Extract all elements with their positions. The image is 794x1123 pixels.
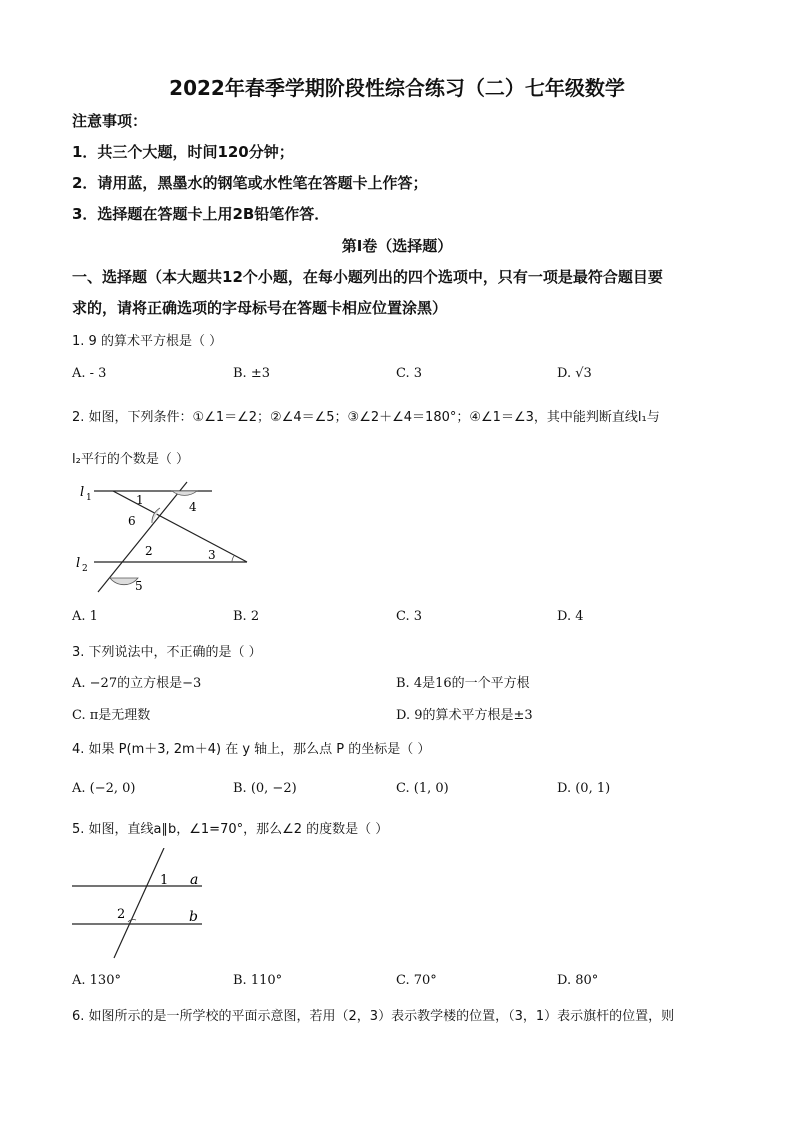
- question-2-stem: 2. 如图，下列条件：①∠1＝∠2；②∠4＝∠5；③∠2＋∠4＝180°；④∠1＝∠3，其中能判断直线l₁与: [72, 410, 660, 425]
- question-5-option-c: C. 70°: [396, 973, 437, 988]
- notice-item-3: 3．选择题在答题卡上用2B铅笔作答．: [72, 205, 330, 223]
- label-l1-sub: 1: [86, 493, 92, 503]
- question-3-stem: 3. 下列说法中，不正确的是（ ）: [72, 645, 262, 660]
- angle-label-4: 4: [189, 500, 197, 514]
- question-5-option-b: B. 110°: [233, 973, 283, 988]
- question-2-option-c: C. 3: [396, 609, 423, 624]
- question-2-option-d: D. 4: [557, 609, 584, 624]
- question-2-figure: [72, 478, 262, 600]
- angle-label-1: 1: [136, 493, 144, 507]
- question-5-figure: [72, 848, 204, 960]
- question-5-option-a: A. 130°: [72, 973, 121, 988]
- question-2-option-a: A. 1: [72, 609, 98, 624]
- question-4-option-a: A. (−2, 0): [72, 781, 136, 796]
- label-a: a: [190, 872, 199, 888]
- angle-label-3: 3: [208, 548, 216, 562]
- question-1-option-d: D. √3: [557, 366, 592, 381]
- transversal: [114, 848, 164, 958]
- question-4-option-b: B. (0, −2): [233, 781, 297, 796]
- angle-label-5: 5: [135, 579, 143, 593]
- question-3-option-d: D. 9的算术平方根是±3: [396, 708, 533, 723]
- label-l1: l: [80, 485, 85, 500]
- angle-5-arc: [110, 578, 138, 585]
- question-6-stem: 6. 如图所示的是一所学校的平面示意图，若用（2，3）表示教学楼的位置，（3，1）表示旗杆的位置，则: [72, 1009, 675, 1024]
- notice-item-2: 2．请用蓝，黑墨水的钢笔或水性笔在答题卡上作答；: [72, 174, 428, 192]
- page-title: 2022年春季学期阶段性综合练习（二）七年级数学: [169, 76, 625, 100]
- question-3-option-a: A. −27的立方根是−3: [72, 676, 202, 691]
- part-title: 第Ⅰ卷（选择题）: [341, 237, 453, 255]
- question-5-option-d: D. 80°: [557, 973, 599, 988]
- angle-3-arc: [232, 556, 234, 562]
- label-b: b: [189, 909, 198, 925]
- question-1-stem: 1. 9 的算术平方根是（ ）: [72, 334, 223, 349]
- label-l2-sub: 2: [82, 564, 88, 574]
- question-4-option-c: C. (1, 0): [396, 781, 449, 796]
- angle-4-arc: [172, 491, 197, 495]
- question-3-option-c: C. π是无理数: [72, 708, 151, 723]
- question-1-option-a: A. - 3: [72, 366, 107, 381]
- section-heading-line1: 一、选择题（本大题共12个小题，在每小题列出的四个选项中，只有一项是最符合题目要: [72, 268, 663, 286]
- question-5-stem: 5. 如图，直线a∥b，∠1=70°，那么∠2 的度数是（ ）: [72, 822, 389, 837]
- question-2-option-b: B. 2: [233, 609, 260, 624]
- question-4-option-d: D. (0, 1): [557, 781, 611, 796]
- notice-item-1: 1．共三个大题，时间120分钟；: [72, 143, 294, 161]
- section-heading-line2: 求的，请将正确选项的字母标号在答题卡相应位置涂黑）: [72, 299, 448, 317]
- question-2-stem-line2: l₂平行的个数是（ ）: [72, 452, 189, 467]
- label-l2: l: [76, 556, 81, 571]
- question-4-stem: 4. 如果 P(m＋3, 2m＋4) 在 y 轴上，那么点 P 的坐标是（ ）: [72, 742, 431, 757]
- angle-label-1: 1: [160, 873, 169, 888]
- angle-2-arc: [128, 919, 136, 922]
- angle-label-2: 2: [145, 544, 153, 558]
- question-1-option-b: B. ±3: [233, 366, 270, 381]
- notice-heading: 注意事项：: [72, 112, 148, 130]
- angle-label-2: 2: [117, 907, 126, 922]
- question-3-option-b: B. 4是16的一个平方根: [396, 676, 530, 691]
- question-1-option-c: C. 3: [396, 366, 423, 381]
- angle-label-6: 6: [128, 514, 136, 528]
